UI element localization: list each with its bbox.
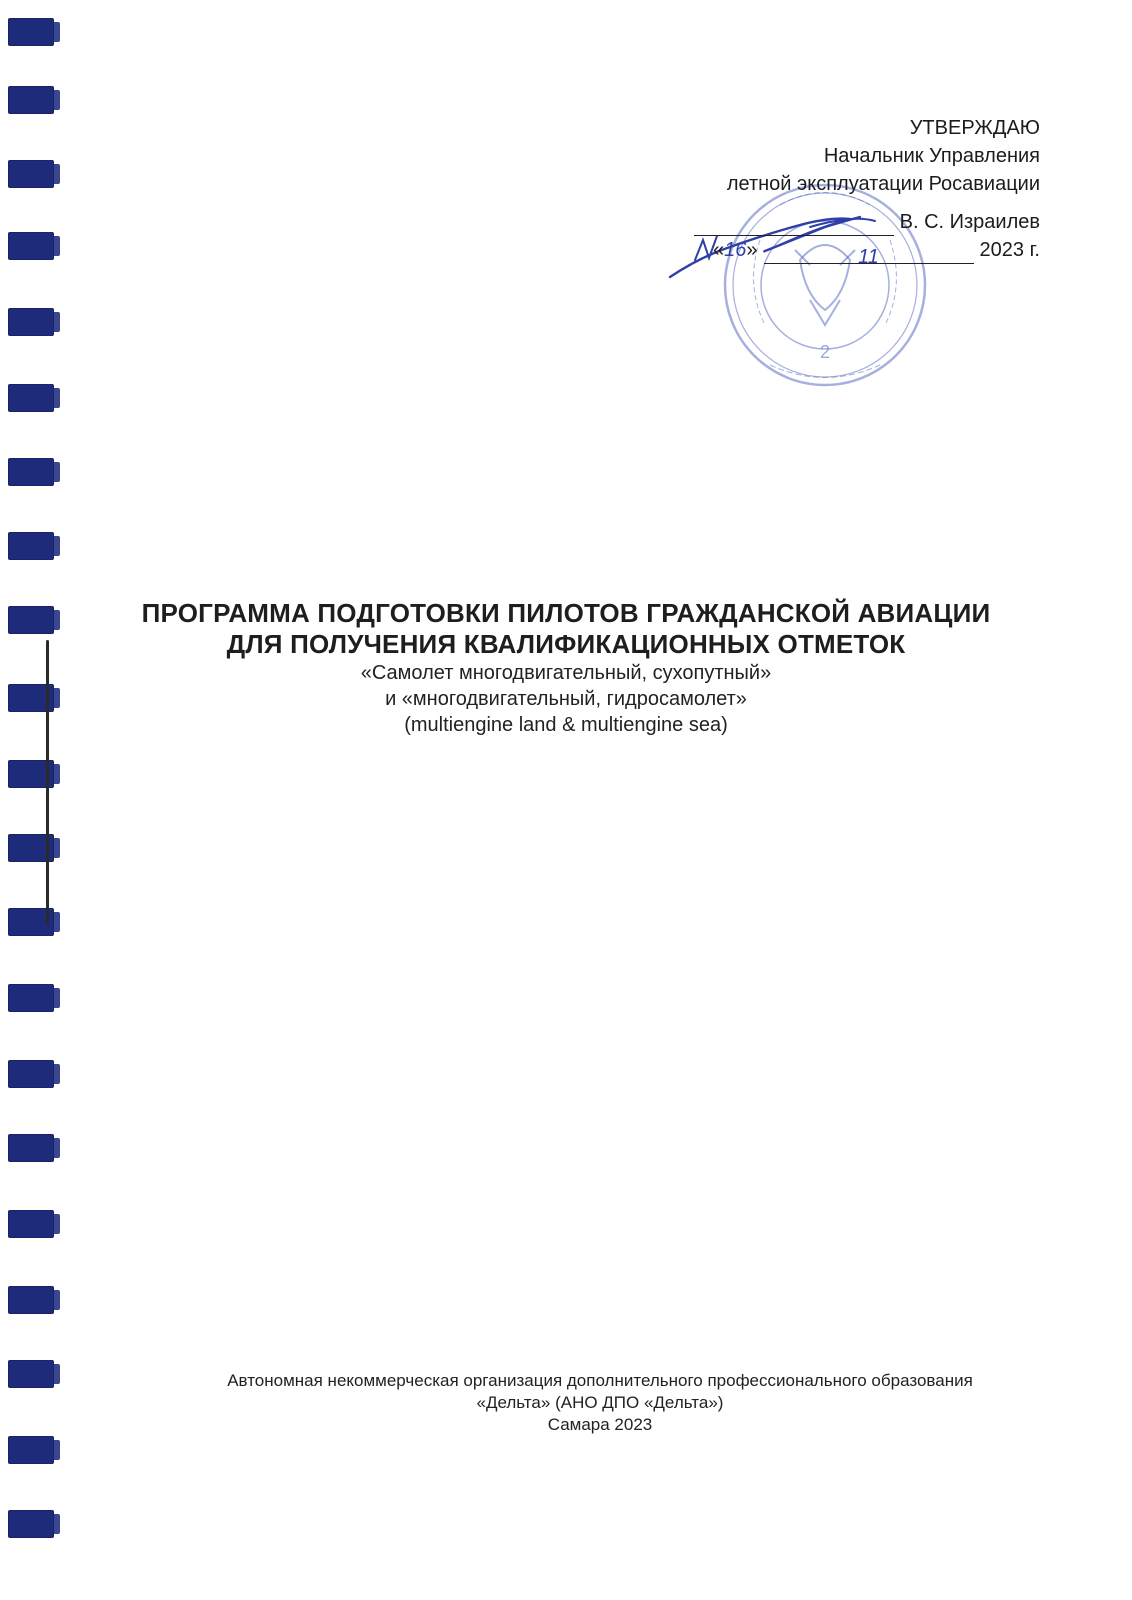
document-title-block [0,598,1132,738]
signature-line [694,215,894,236]
date-year: 2023 г. [979,239,1040,261]
binding-hole [8,384,54,412]
subtitle-line1: «Самолет многодвигательный, сухопутный» [360,662,772,684]
approval-block [694,114,1040,268]
binding-hole [8,1210,54,1238]
signatory-name: В. С. Израилев [899,211,1040,233]
binding-hole [8,308,54,336]
approval-heading: УТВЕРЖДАЮ [909,117,1040,139]
footer-city-year: Самара 2023 [547,1415,653,1434]
binding-hole [8,532,54,560]
date-close-quote: » [746,239,758,261]
footer-org-short: «Дельта» (АНО ДПО «Дельта») [476,1393,724,1412]
binding-hole [8,1436,54,1464]
title-line1: ПРОГРАММА ПОДГОТОВКИ ПИЛОТОВ ГРАЖДАНСКОЙ АВИАЦИИ [141,598,991,628]
binding-hole [8,1134,54,1162]
binding-hole [8,458,54,486]
organization-footer [60,1370,1132,1436]
footer-org-name: Автономная некоммерческая организация дополнительного профессионального образования [227,1371,973,1390]
date-month: 11 [858,246,879,268]
date-day: 16 [724,239,747,261]
binding-hole [8,18,54,46]
signature-row [694,208,1040,236]
binding-hole [8,86,54,114]
binding-hole [8,1286,54,1314]
binding-hole [8,1060,54,1088]
binding-hole [8,1360,54,1388]
binding-hole [8,160,54,188]
approver-position-line1: Начальник Управления [823,145,1040,167]
binding-hole [8,1510,54,1538]
date-month-line [764,243,974,268]
date-open-quote: « [713,239,725,261]
binding-hole [8,984,54,1012]
approver-position-line2: летной эксплуатации Росавиации [726,173,1040,195]
binding-hole [8,232,54,260]
subtitle-line2: и «многодвигательный, гидросамолет» [385,688,747,710]
binding-holes [0,0,70,1600]
date-row [694,236,1040,268]
title-line2: ДЛЯ ПОЛУЧЕНИЯ КВАЛИФИКАЦИОННЫХ ОТМЕТОК [226,629,906,659]
seal-digit: 2 [819,342,831,362]
subtitle-line3: (multiengine land & multiengine sea) [404,714,728,736]
